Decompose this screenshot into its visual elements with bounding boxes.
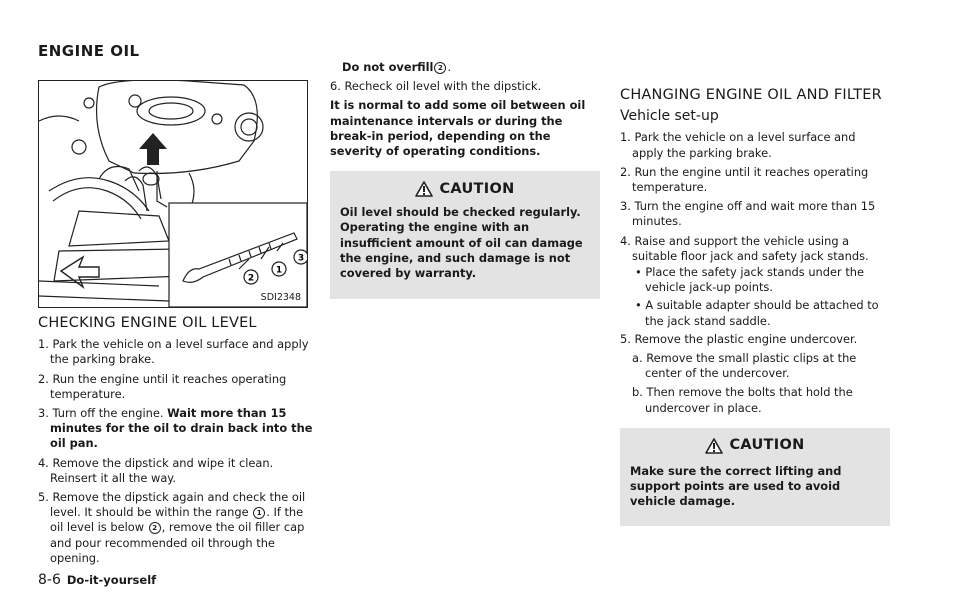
figure-callout-3: 3 — [297, 253, 305, 264]
checking-column — [38, 316, 314, 570]
page-footer — [38, 572, 156, 588]
changing-step-5: 5. Remove the plastic engine undercover. — [620, 331, 858, 346]
changing-bullet-1: • Place the safety jack stands under the vehicle jack-up points. — [635, 265, 865, 295]
checking-step-2: 2. Run the engine until it reaches operating temperature. — [38, 371, 287, 401]
caution-box-1 — [330, 171, 600, 299]
checking-heading: CHECKING ENGINE OIL LEVEL — [38, 315, 257, 331]
changing-step-5b: b. Then remove the bolts that hold the undercover in place. — [632, 385, 853, 415]
figure-callout-2: 2 — [247, 273, 255, 284]
section-title: ENGINE OIL — [38, 42, 140, 60]
caution-text-1: Oil level should be checked regularly. Operating the engine with an insufficient amount of oil can damage the engine, and such damage is not covered by warranty. — [340, 205, 583, 281]
changing-step-4: 4. Raise and support the vehicle using a suitable floor jack and safety jack stands. — [620, 233, 869, 263]
footer-title: Do-it-yourself — [66, 573, 157, 587]
engine-oil-dipstick-figure — [38, 80, 308, 308]
changing-bullet-2: • A suitable adapter should be attached to the jack stand saddle. — [635, 298, 879, 328]
page-number: 8-6 — [38, 572, 61, 588]
checking-step-1: 1. Park the vehicle on a level surface and apply the parking brake. — [38, 337, 309, 367]
changing-step-3: 3. Turn the engine off and wait more than 15 minutes. — [620, 199, 876, 229]
checking-step-5-part1: 5. Remove the dipstick again and check the oil level. It should be within the range 1 . If the oil level is below 2 , remove the oil filler cap and pour recommended oil through the opening. — [38, 490, 306, 565]
caution-heading-2: CAUTION — [630, 438, 880, 454]
callout-1-icon: 1 — [253, 507, 265, 519]
changing-step-2: 2. Run the engine until it reaches operating temperature. — [620, 164, 869, 195]
checking-step-6: 6. Recheck oil level with the dipstick. — [330, 79, 542, 94]
changing-heading: CHANGING ENGINE OIL AND FILTER — [620, 87, 882, 103]
caution-text-2: Make sure the correct lifting and support points are used to avoid vehicle damage. — [630, 463, 842, 509]
checking-step-4: 4. Remove the dipstick and wipe it clean. Reinsert it all the way. — [38, 455, 274, 485]
changing-column — [620, 88, 890, 526]
engine-illustration — [39, 81, 308, 308]
checking-step-5-part2: Do not overfill 2 . — [342, 60, 452, 74]
figure-callout-1: 1 — [275, 265, 283, 276]
checking-note: It is normal to add some oil between oil maintenance intervals or during the break-in period, depending on the severity of operating conditions. — [330, 98, 586, 159]
checking-step-3: 3. Turn off the engine. Wait more than 15 minutes for the oil to drain back into the oil pan. — [38, 406, 313, 451]
changing-step-5a: a. Remove the small plastic clips at the center of the undercover. — [632, 351, 857, 381]
caution-heading-1: CAUTION — [340, 181, 590, 197]
warning-triangle-icon — [705, 438, 723, 454]
warning-triangle-icon — [415, 181, 433, 197]
callout-2-icon: 2 — [434, 62, 446, 74]
column-2 — [330, 60, 600, 299]
vehicle-setup-subheading: Vehicle set-up — [620, 108, 719, 125]
figure-code: SDI2348 — [260, 292, 301, 303]
callout-2-icon: 2 — [149, 522, 161, 534]
changing-step-1: 1. Park the vehicle on a level surface and apply the parking brake. — [620, 130, 856, 160]
caution-box-2 — [620, 428, 890, 526]
